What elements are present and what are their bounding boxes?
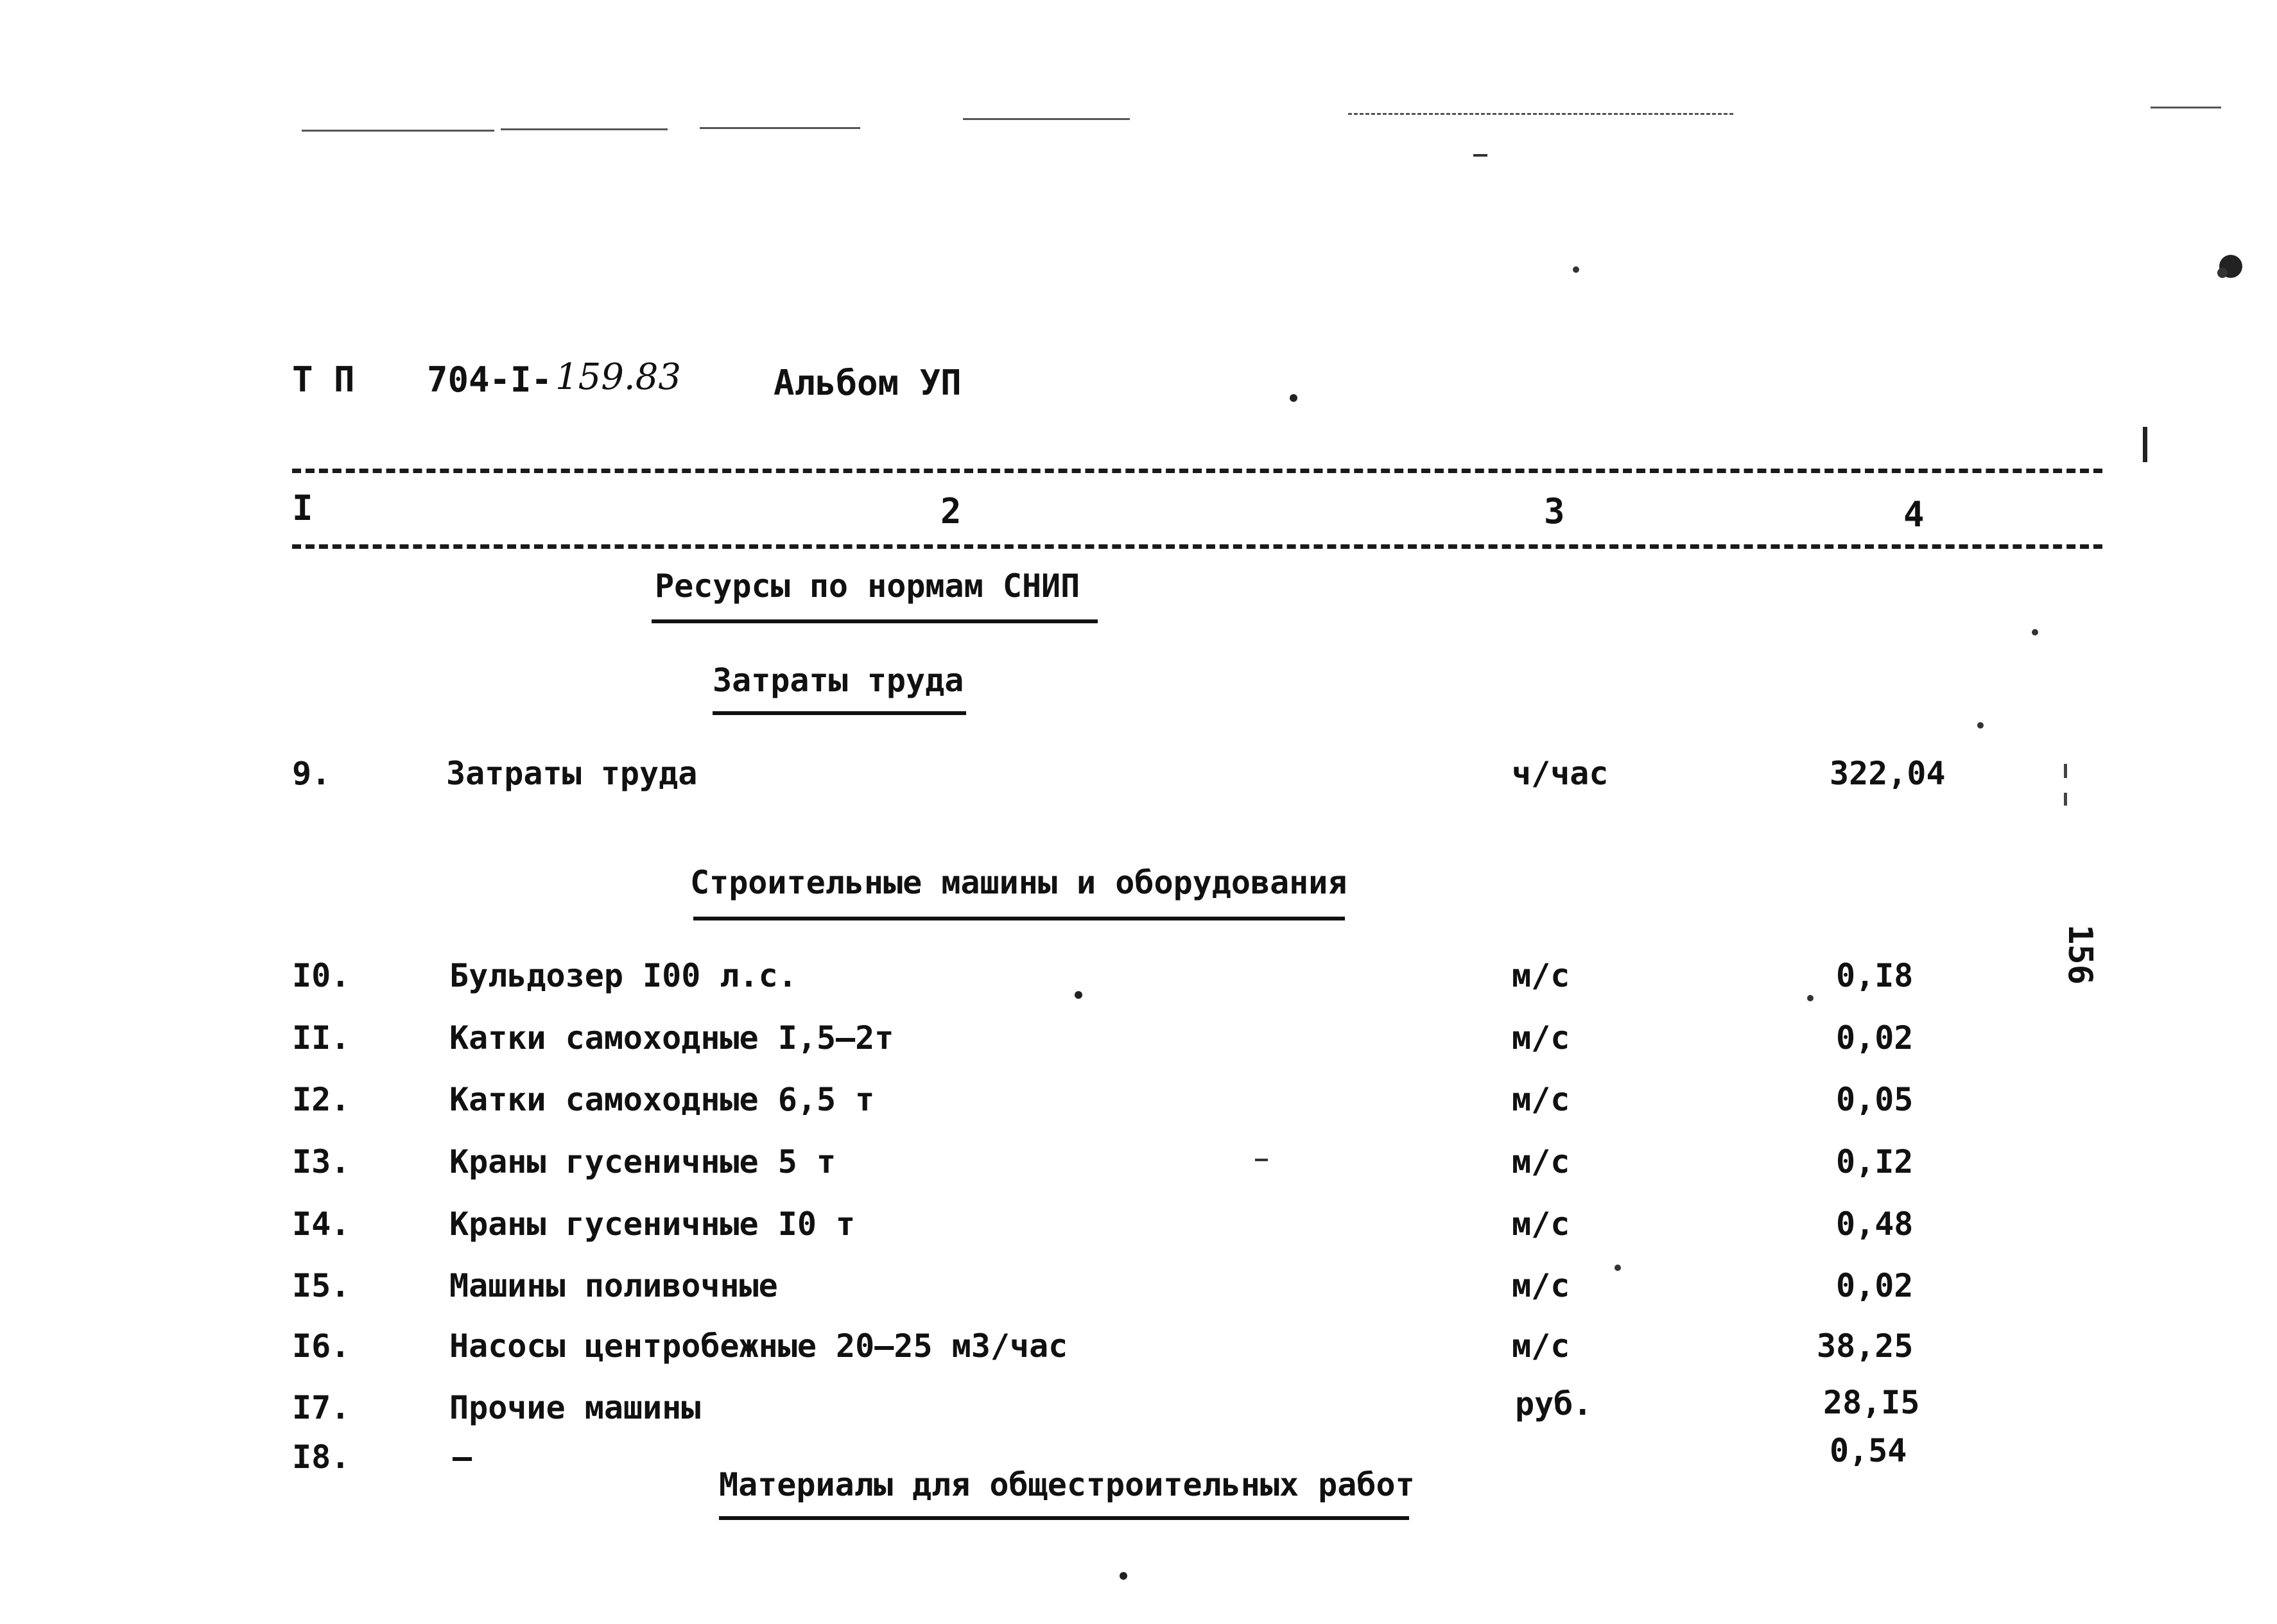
row-value: 0,48 — [1836, 1205, 1914, 1243]
row-value: 0,54 — [1830, 1432, 1907, 1469]
row-value: 0,02 — [1836, 1019, 1914, 1057]
row-name: Катки самоходные I,5–2т — [449, 1019, 894, 1057]
section-title-materials: Материалы для общестроительных работ — [719, 1466, 1415, 1503]
row-value: 0,I2 — [1836, 1143, 1914, 1180]
row-name: Катки самоходные 6,5 т — [449, 1081, 875, 1118]
row-unit: м/с — [1512, 1019, 1570, 1057]
column-header-2: 2 — [940, 491, 962, 531]
row-name: Краны гусеничные 5 т — [449, 1143, 836, 1180]
row-unit: м/с — [1512, 1081, 1570, 1118]
series-label: Т П — [292, 359, 355, 400]
row-unit: м/с — [1512, 957, 1570, 994]
row-number: I2. — [292, 1081, 351, 1118]
row-value: 38,25 — [1817, 1327, 1914, 1365]
row-number: I7. — [292, 1389, 351, 1426]
row-name: Бульдозер I00 л.с. — [449, 957, 797, 994]
row-unit: м/с — [1512, 1327, 1570, 1365]
row-value: 0,I8 — [1836, 957, 1914, 994]
row-unit: м/с — [1512, 1143, 1570, 1180]
project-code: 704-I- — [427, 359, 553, 400]
row-unit: м/с — [1512, 1267, 1570, 1304]
row-number: I5. — [292, 1267, 351, 1304]
row-value: 0,02 — [1836, 1267, 1914, 1304]
row-value: 28,I5 — [1823, 1384, 1920, 1421]
row-name: Насосы центробежные 20–25 м3/час — [449, 1327, 1068, 1365]
project-suffix: 159.83 — [555, 356, 681, 398]
row-name: Машины поливочные — [449, 1267, 778, 1304]
row-value: 322,04 — [1830, 755, 1946, 792]
row-number: I8. — [292, 1438, 351, 1476]
row-value: 0,05 — [1836, 1081, 1914, 1118]
page-number: 156 — [2061, 924, 2099, 985]
row-name: – — [453, 1438, 472, 1476]
album-label: Альбом УП — [774, 363, 962, 403]
row-number: I4. — [292, 1205, 351, 1243]
section-title-resources: Ресурсы по нормам СНИП — [655, 567, 1080, 605]
column-header-1: I — [292, 488, 313, 528]
column-header-3: 3 — [1544, 491, 1565, 531]
row-unit: руб. — [1515, 1385, 1593, 1422]
row-number: II. — [292, 1019, 351, 1057]
section-title-labor: Затраты труда — [713, 662, 964, 699]
row-name: Краны гусеничные I0 т — [449, 1205, 856, 1243]
column-header-4: 4 — [1903, 494, 1925, 535]
row-number: I6. — [292, 1327, 351, 1365]
section-title-machines: Строительные машины и оборудования — [690, 864, 1347, 901]
row-unit: м/с — [1512, 1205, 1570, 1243]
row-unit: ч/час — [1512, 755, 1609, 792]
row-name: Затраты труда — [446, 755, 698, 792]
row-name: Прочие машины — [449, 1389, 701, 1426]
row-number: I0. — [292, 957, 351, 994]
row-number: I3. — [292, 1143, 351, 1180]
row-number: 9. — [292, 755, 331, 792]
